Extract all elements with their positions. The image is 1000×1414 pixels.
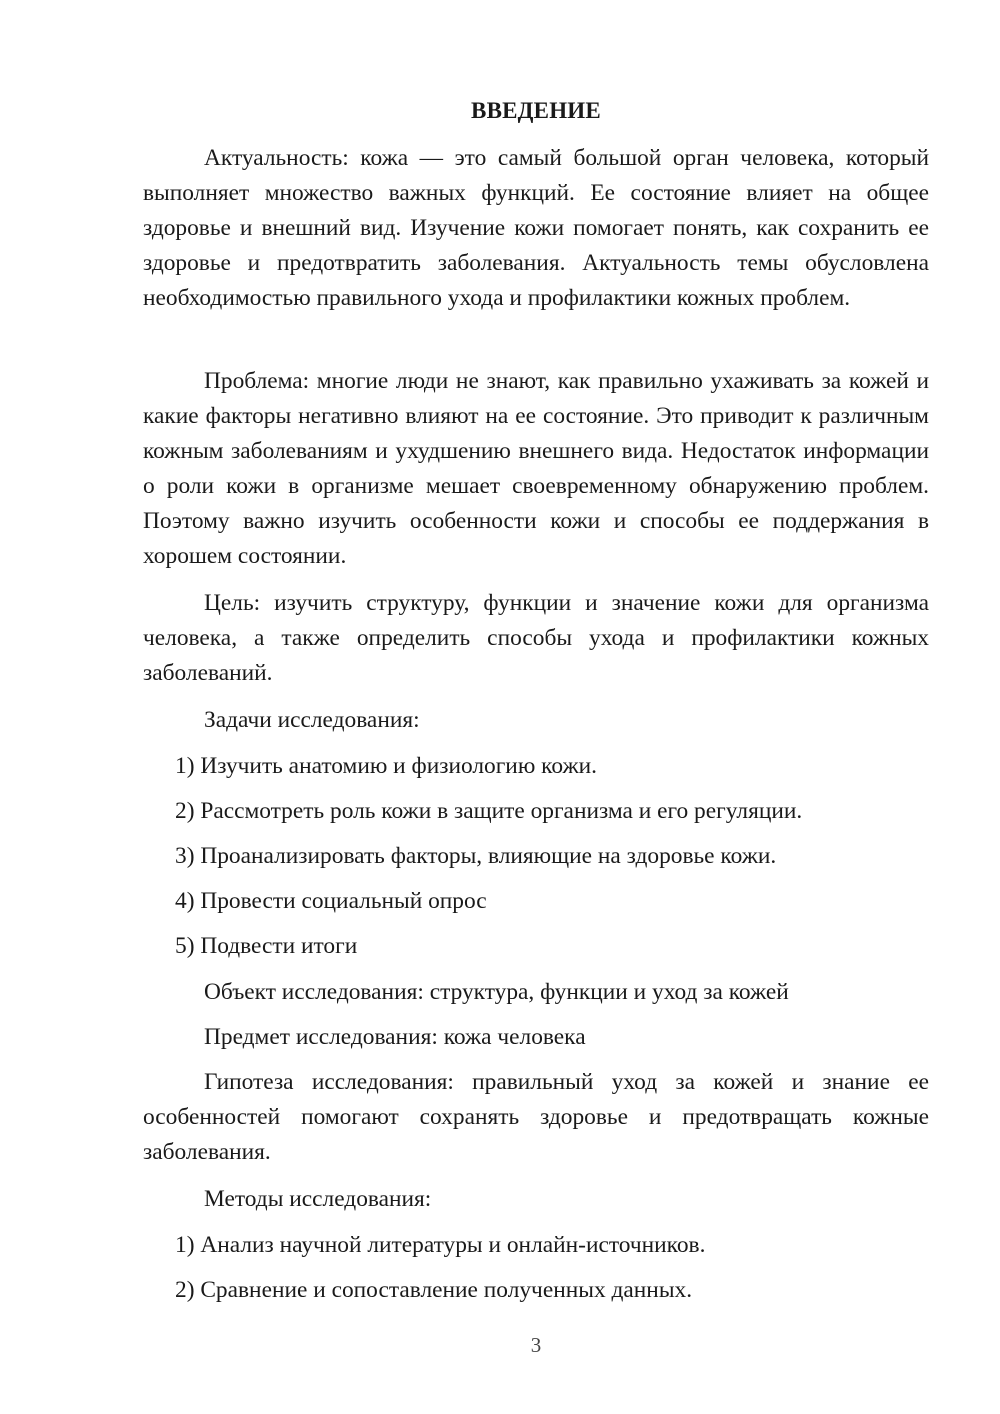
task-item-2: 2) Рассмотреть роль кожи в защите организма и его регуляции. xyxy=(175,798,803,824)
paragraph-hypothesis: Гипотеза исследования: правильный уход за кожей и знание ее особенностей помогают сохранять здоровье и предотвращать кожные заболевания. xyxy=(143,1069,929,1165)
task-item-5: 5) Подвести итоги xyxy=(175,933,358,959)
task-item-1: 1) Изучить анатомию и физиологию кожи. xyxy=(175,753,597,779)
paragraph-relevance: Актуальность: кожа — это самый большой орган человека, который выполняет множество важных функций. Ее состояние влияет на общее здоровье и внешний вид. Изучение кожи помогает понять, как сохранить ее здоровье и предотвратить заболевания. Актуальность темы обусловлена необходимостью правильного ухода и профилактики кожных проблем. xyxy=(143,145,929,311)
tasks-heading: Задачи исследования: xyxy=(204,707,420,733)
task-item-3: 3) Проанализировать факторы, влияющие на здоровье кожи. xyxy=(175,843,777,869)
page-number: 3 xyxy=(530,1333,542,1357)
paragraph-subject: Предмет исследования: кожа человека xyxy=(204,1024,586,1050)
paragraph-object: Объект исследования: структура, функции и уход за кожей xyxy=(204,979,789,1005)
page-title: ВВЕДЕНИЕ xyxy=(471,98,601,123)
methods-heading: Методы исследования: xyxy=(204,1186,432,1212)
paragraph-problem: Проблема: многие люди не знают, как правильно ухаживать за кожей и какие факторы негативно влияют на ее состояние. Это приводит к различным кожным заболеваниям и ухудшению внешнего вида. Недостаток информации о роли кожи в организме мешает своевременному обнаружению проблем. Поэтому важно изучить особенности кожи и способы ее поддержания в хорошем состоянии. xyxy=(143,368,929,569)
task-item-4: 4) Провести социальный опрос xyxy=(175,888,487,914)
method-item-1: 1) Анализ научной литературы и онлайн-источников. xyxy=(175,1232,706,1258)
method-item-2: 2) Сравнение и сопоставление полученных данных. xyxy=(175,1277,693,1303)
paragraph-goal: Цель: изучить структуру, функции и значение кожи для организма человека, а также определить способы ухода и профилактики кожных заболеваний. xyxy=(143,590,929,686)
